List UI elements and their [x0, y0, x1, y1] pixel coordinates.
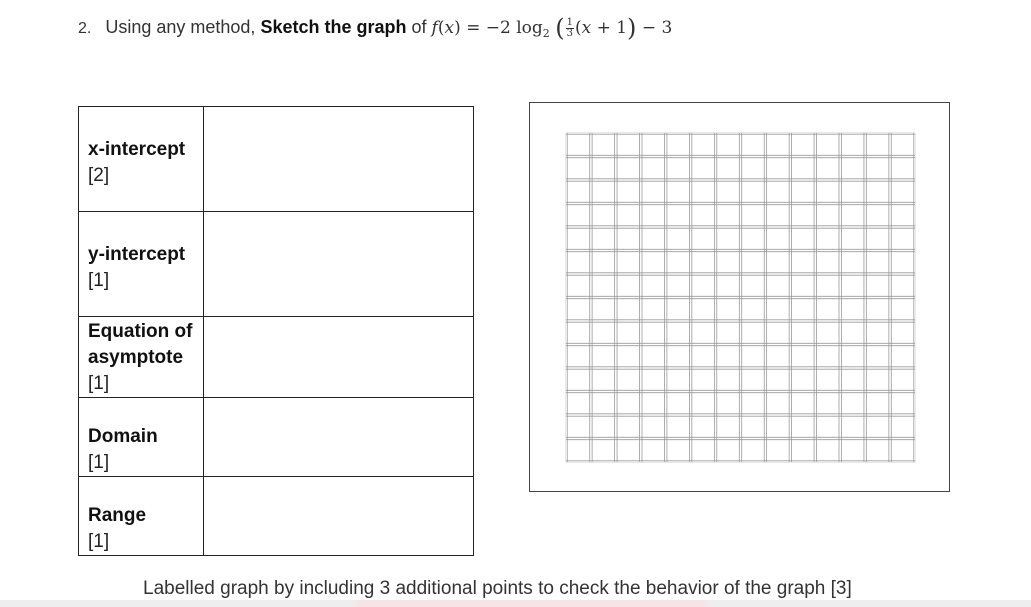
y-intercept-label: y-intercept [88, 244, 186, 265]
table-row [79, 398, 474, 477]
row-label-cell [79, 107, 204, 212]
question-of: of [411, 17, 427, 37]
row-label-cell [79, 398, 204, 477]
question-bold-instruction: Sketch the graph [260, 17, 407, 37]
table-row [79, 107, 474, 212]
inner-constant: + 1 [596, 18, 628, 38]
inner-variable: x [581, 18, 592, 38]
row-label-cell [79, 477, 204, 556]
y-intercept-points: [1] [88, 270, 110, 291]
x-intercept-points: [2] [88, 165, 110, 186]
x-intercept-answer-cell[interactable] [204, 107, 474, 212]
fraction-denominator: 3 [566, 28, 573, 39]
question-intro: Using any method, [105, 17, 256, 37]
table-row [79, 212, 474, 317]
domain-label: Domain [88, 426, 158, 447]
function-tail: − 3 [641, 18, 673, 38]
function-coefficient-log: = −2 log [466, 18, 543, 38]
graph-grid[interactable] [565, 132, 916, 463]
asymptote-points: [1] [88, 373, 110, 394]
asymptote-label: Equation of asymptote [88, 321, 193, 368]
domain-points: [1] [88, 452, 110, 473]
function-name: f [431, 18, 438, 38]
y-intercept-answer-cell[interactable] [204, 212, 474, 317]
function-formula: f(x) = −2 $\log_2$ ( $\frac{1}{3}$ (x + 1) − 3 [431, 14, 673, 42]
row-label-cell [79, 317, 204, 398]
log-base: 2 [542, 27, 550, 40]
range-answer-cell[interactable] [204, 477, 474, 556]
table-row [79, 477, 474, 556]
domain-answer-cell[interactable] [204, 398, 474, 477]
bottom-strip [0, 600, 1031, 607]
row-label-cell [79, 212, 204, 317]
range-label: Range [88, 505, 147, 526]
graph-instruction: Labelled graph by including 3 additional points to check the behavior of the graph [3] [143, 578, 852, 599]
question-number: 2. [78, 20, 92, 37]
x-intercept-label: x-intercept [88, 139, 186, 160]
question-prompt [78, 14, 672, 42]
range-points: [1] [88, 531, 110, 552]
function-variable: x [444, 18, 455, 38]
table-row [79, 317, 474, 398]
fraction [566, 18, 574, 39]
asymptote-answer-cell[interactable] [204, 317, 474, 398]
answer-table [78, 106, 474, 556]
fraction-numerator: 1 [566, 17, 573, 28]
